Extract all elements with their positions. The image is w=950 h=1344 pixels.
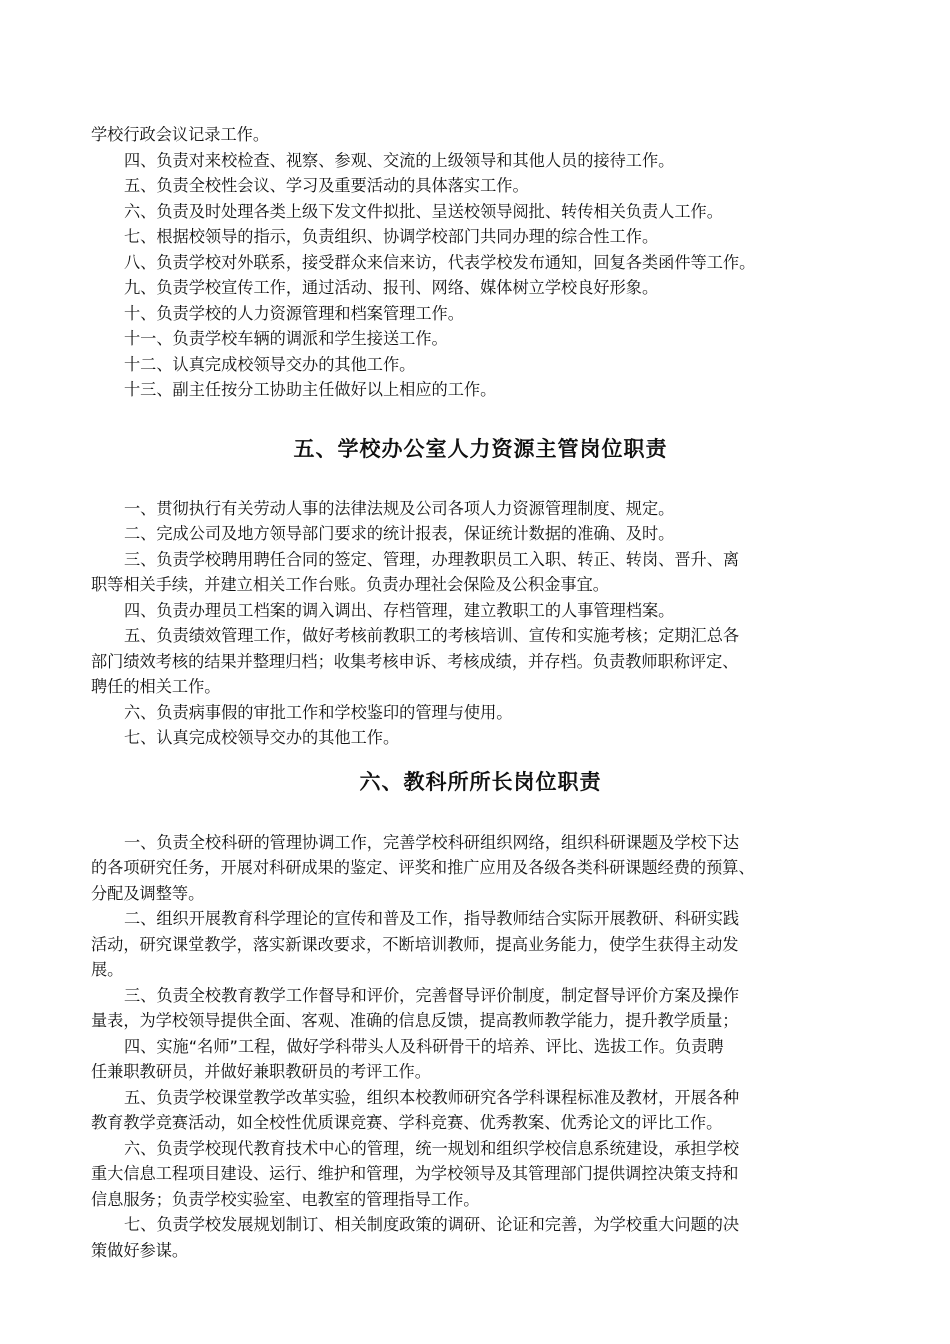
paragraph-line: 十三、副主任按分工协助主任做好以上相应的工作。 [124, 380, 497, 399]
paragraph-line: 八、负责学校对外联系，接受群众来信来访，代表学校发布通知，回复各类函件等工作。 [124, 252, 756, 272]
paragraph-line: 二、组织开展教育科学理论的宣传和普及工作，指导教师结合实际开展教研、科研实践 [124, 909, 740, 928]
paragraph-line: 十、负责学校的人力资源管理和档案管理工作。 [124, 303, 464, 323]
section-4-continuation [91, 122, 870, 403]
paragraph-line: 十一、负责学校车辆的调派和学生接送工作。 [124, 329, 448, 348]
paragraph-line: 六、负责病事假的审批工作和学校鉴印的管理与使用。 [124, 702, 513, 722]
paragraph-line: 学校行政会议记录工作。 [91, 125, 270, 144]
paragraph-line: 信息服务；负责学校实验室、电教室的管理指导工作。 [91, 1189, 480, 1209]
paragraph-line: 量表，为学校领导提供全面、客观、准确的信息反馈，提高教师教学能力，提升教学质量； [91, 1011, 739, 1030]
paragraph-line: 任兼职教研员，并做好兼职教研员的考评工作。 [91, 1062, 431, 1081]
paragraph-line: 一、负责全校科研的管理协调工作，完善学校科研组织网络，组织科研课题及学校下达 [124, 832, 740, 852]
paragraph-line: 七、认真完成校领导交办的其他工作。 [124, 728, 400, 747]
paragraph-line: 四、负责对来校检查、视察、参观、交流的上级领导和其他人员的接待工作。 [124, 150, 675, 170]
section-5-body [91, 496, 870, 751]
paragraph-line: 七、根据校领导的指示，负责组织、协调学校部门共同办理的综合性工作。 [124, 227, 659, 246]
paragraph-line: 的各项研究任务，开展对科研成果的鉴定、评奖和推广应用及各级各类科研课题经费的预算、 [91, 858, 755, 877]
paragraph-line: 五、负责绩效管理工作，做好考核前教职工的考核培训、宣传和实施考核；定期汇总各 [124, 626, 740, 645]
paragraph-line: 五、负责学校课堂教学改革实验，组织本校教师研究各学科课程标准及教材，开展各种 [124, 1087, 740, 1107]
paragraph-line: 部门绩效考核的结果并整理归档；收集考核申诉、考核成绩，并存档。负责教师职称评定、 [91, 651, 739, 671]
section-6-body [91, 830, 870, 1264]
paragraph-line: 十二、认真完成校领导交办的其他工作。 [124, 354, 416, 374]
section-heading: 六、教科所所长岗位职责 [359, 769, 602, 794]
paragraph-line: 活动，研究课堂教学，落实新课改要求，不断培训教师，提高业务能力，使学生获得主动发 [91, 934, 739, 954]
paragraph-line: 策做好参谋。 [91, 1240, 189, 1260]
paragraph-line: 展。 [91, 960, 124, 979]
paragraph-line: 九、负责学校宣传工作，通过活动、报刊、网络、媒体树立学校良好形象。 [124, 278, 659, 297]
paragraph-line: 一、贯彻执行有关劳动人事的法律法规及公司各项人力资源管理制度、规定。 [124, 498, 675, 518]
paragraph-line: 二、完成公司及地方领导部门要求的统计报表，保证统计数据的准确、及时。 [124, 524, 675, 543]
paragraph-line: 三、负责学校聘用聘任合同的签定、管理，办理教职员工入职、转正、转岗、晋升、离 [124, 549, 740, 569]
paragraph-line: 四、实施“名师”工程，做好学科带头人及科研骨干的培养、评比、选拔工作。负责聘 [124, 1036, 724, 1056]
paragraph-line: 重大信息工程项目建设、运行、维护和管理，为学校领导及其管理部门提供调控决策支持和 [91, 1164, 739, 1183]
paragraph-line: 教育教学竞赛活动，如全校性优质课竞赛、学科竞赛、优秀教案、优秀论文的评比工作。 [91, 1113, 723, 1132]
paragraph-line: 五、负责全校性会议、学习及重要活动的具体落实工作。 [124, 176, 529, 195]
paragraph-line: 七、负责学校发展规划制订、相关制度政策的调研、论证和完善，为学校重大问题的决 [124, 1215, 740, 1234]
paragraph-line: 六、负责及时处理各类上级下发文件拟批、呈送校领导阅批、转传相关负责人工作。 [124, 201, 723, 221]
paragraph-line: 六、负责学校现代教育技术中心的管理，统一规划和组织学校信息系统建设，承担学校 [124, 1138, 740, 1158]
section-heading: 五、学校办公室人力资源主管岗位职责 [293, 436, 668, 461]
paragraph-line: 聘任的相关工作。 [91, 677, 221, 696]
paragraph-line: 四、负责办理员工档案的调入调出、存档管理，建立教职工的人事管理档案。 [124, 600, 675, 620]
paragraph-line: 三、负责全校教育教学工作督导和评价，完善督导评价制度，制定督导评价方案及操作 [124, 985, 740, 1005]
paragraph-line: 分配及调整等。 [91, 883, 205, 903]
paragraph-line: 职等相关手续，并建立相关工作台账。负责办理社会保险及公积金事宜。 [91, 575, 609, 594]
